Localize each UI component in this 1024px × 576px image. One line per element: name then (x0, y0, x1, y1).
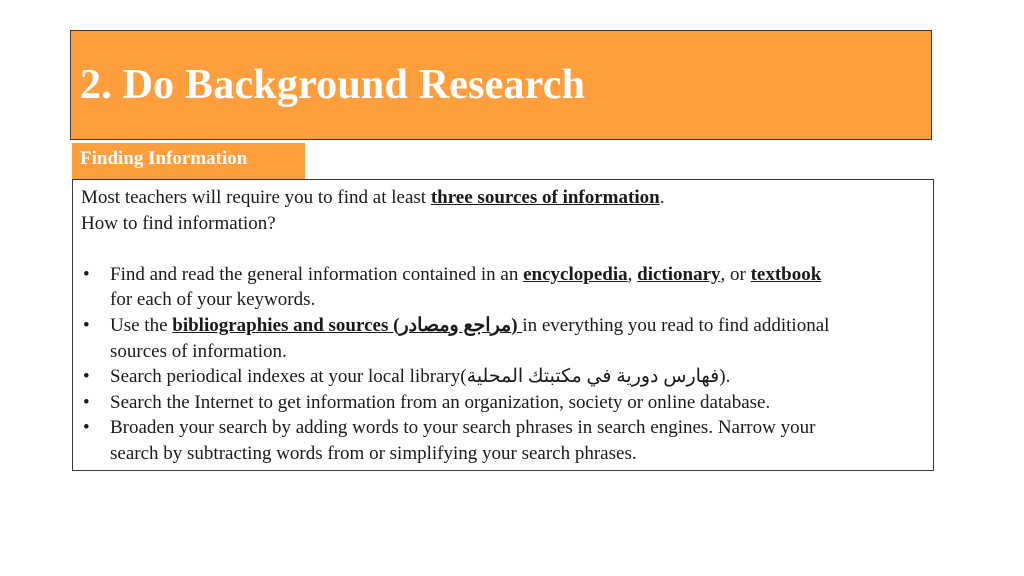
bullet-item-bibliographies (81, 313, 933, 364)
bullet-text-cont: for each of your keywords. (110, 289, 316, 311)
bullet-text-mid: in everything you read to find additional (522, 314, 830, 336)
section-tab-label: Finding Information (80, 148, 248, 169)
bullet-dot: • (83, 366, 90, 388)
bullet-list (81, 262, 933, 467)
bullet-text: Search the Internet to get information from an organization, society or online database. (110, 391, 771, 413)
emphasis-three-sources: three sources of information (430, 187, 660, 208)
spacer (81, 236, 933, 262)
title-banner (70, 30, 932, 140)
bullet-dot: • (83, 263, 90, 285)
separator: , (627, 263, 638, 285)
keyword-bibliographies: bibliographies and sources (مراجع ومصادر) (172, 314, 523, 336)
bullet-item-periodical-indexes (81, 364, 933, 390)
arabic-translation: فهارس دورية في مكتبتك المحلية (466, 366, 720, 388)
bullet-dot: • (83, 391, 90, 413)
keyword-textbook: textbook (750, 263, 822, 285)
intro-line-2: How to find information? (81, 212, 276, 234)
section-tab (72, 143, 305, 179)
slide-title: 2. Do Background Research (80, 62, 586, 108)
intro-line-1 (81, 185, 933, 211)
bullet-text: Search periodical indexes at your local library( (110, 366, 467, 388)
keyword-encyclopedia: encyclopedia (523, 263, 628, 285)
bullet-text: Find and read the general information contained in an (110, 263, 524, 285)
bullet-text-cont: sources of information. (110, 340, 287, 362)
keyword-dictionary: dictionary (637, 263, 721, 285)
bullet-item-broaden-search (81, 415, 933, 466)
bullet-text-end: ). (719, 366, 731, 388)
bullet-dot: • (83, 314, 90, 336)
bullet-text: Broaden your search by adding words to your search phrases in search engines. Narrow your (110, 417, 816, 439)
intro-period: . (659, 187, 665, 208)
bullet-text-cont: search by subtracting words from or simplifying your search phrases. (110, 442, 637, 464)
separator: , or (720, 263, 751, 285)
intro-text: Most teachers will require you to find at least (81, 187, 431, 208)
bullet-item-internet (81, 390, 933, 416)
bullet-dot: • (83, 417, 90, 439)
bullet-text: Use the (110, 314, 173, 336)
bullet-item-encyclopedia (81, 262, 933, 313)
content-box (72, 179, 934, 471)
